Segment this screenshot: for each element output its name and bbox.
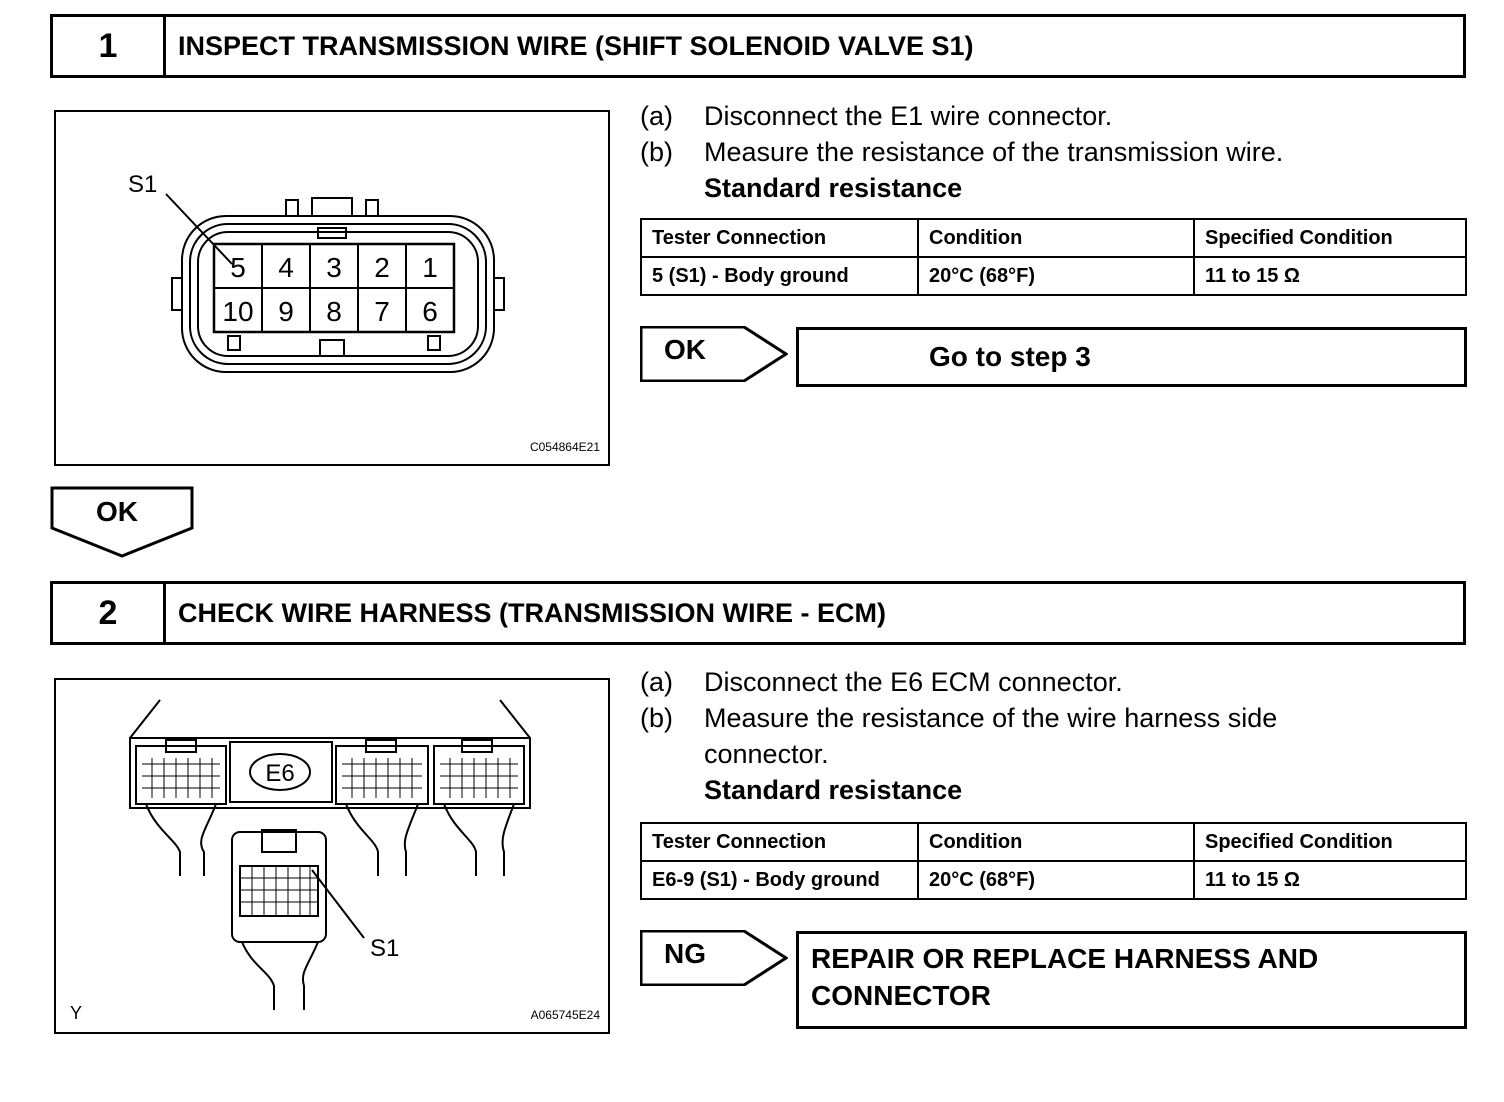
- header-specified-condition: Specified Condition: [1194, 219, 1466, 257]
- cell-tester-connection: 5 (S1) - Body ground: [641, 257, 918, 295]
- instruction-tag: (b): [640, 703, 673, 733]
- ng-result-arrow: [640, 930, 788, 986]
- repair-harness-box: [796, 931, 1467, 1029]
- pin-5: 5: [230, 252, 246, 283]
- pin-8: 8: [326, 296, 342, 327]
- header-condition: Condition: [918, 219, 1194, 257]
- step-1-spec-table: [640, 218, 1467, 296]
- instruction-b: [640, 700, 1460, 772]
- instruction-tag: (a): [640, 101, 673, 131]
- instruction-text: Measure the resistance of the wire harness side connector.: [704, 703, 1278, 769]
- pin-10: 10: [222, 296, 254, 327]
- step-1-instructions: [640, 98, 1460, 206]
- instruction-tag: (a): [640, 667, 673, 697]
- pin-3: 3: [326, 252, 342, 283]
- instruction-text: Measure the resistance of the transmission wire.: [704, 137, 1284, 167]
- figure-code: C054864E21: [529, 440, 600, 454]
- ok-continue-arrow: [50, 486, 194, 558]
- figure-corner-mark: Y: [70, 1003, 83, 1023]
- step-2-header: [50, 581, 1466, 645]
- step-1-number: 1: [53, 17, 166, 75]
- step-2-ecm-figure: [54, 678, 610, 1034]
- pin-1: 1: [422, 252, 438, 283]
- step-2-number: 2: [53, 584, 166, 642]
- cell-condition: 20°C (68°F): [918, 257, 1194, 295]
- ok-continue-label: OK: [96, 496, 138, 527]
- step-2-spec-table: [640, 822, 1467, 900]
- ok-result-label: OK: [664, 334, 706, 365]
- go-to-step-3-box: [796, 327, 1467, 387]
- repair-harness-text: REPAIR OR REPLACE HARNESS AND CONNECTOR: [811, 943, 1319, 1011]
- go-to-step-3-text: Go to step 3: [929, 341, 1091, 372]
- header-tester-connection: Tester Connection: [641, 823, 918, 861]
- standard-resistance-label: Standard resistance: [704, 173, 963, 203]
- e6-connector-label: E6: [265, 760, 295, 787]
- cell-specified-condition: 11 to 15 Ω: [1194, 257, 1466, 295]
- ecm-connector-diagram: [56, 680, 608, 1032]
- s1-callout-label: S1: [370, 935, 400, 962]
- table-row: [641, 257, 1466, 295]
- step-1-title: INSPECT TRANSMISSION WIRE (SHIFT SOLENOID VALVE S1): [178, 30, 974, 61]
- cell-tester-connection: E6-9 (S1) - Body ground: [641, 861, 918, 899]
- connector-diagram: [56, 112, 608, 464]
- header-tester-connection: Tester Connection: [641, 219, 918, 257]
- pin-7: 7: [374, 296, 390, 327]
- pin-2: 2: [374, 252, 390, 283]
- ng-result-label: NG: [664, 938, 706, 969]
- right-arrow-icon: [640, 930, 788, 986]
- cell-specified-condition: 11 to 15 Ω: [1194, 861, 1466, 899]
- standard-resistance-label: Standard resistance: [704, 775, 963, 805]
- pin-4: 4: [278, 252, 294, 283]
- table-header-row: [641, 823, 1466, 861]
- figure-code: A065745E24: [530, 1008, 600, 1022]
- header-specified-condition: Specified Condition: [1194, 823, 1466, 861]
- step-1-header: [50, 14, 1466, 78]
- instruction-tag: (b): [640, 137, 673, 167]
- instruction-b: [640, 134, 1460, 170]
- header-condition: Condition: [918, 823, 1194, 861]
- ok-result-arrow: [640, 326, 788, 382]
- instruction-a: [640, 98, 1460, 134]
- pin-9: 9: [278, 296, 294, 327]
- table-header-row: [641, 219, 1466, 257]
- cell-condition: 20°C (68°F): [918, 861, 1194, 899]
- right-arrow-icon: [640, 326, 788, 382]
- s1-callout-label: S1: [128, 171, 158, 198]
- step-2-instructions: [640, 664, 1460, 808]
- pin-6: 6: [422, 296, 438, 327]
- step-1-connector-figure: [54, 110, 610, 466]
- instruction-a: [640, 664, 1460, 700]
- instruction-text: Disconnect the E1 wire connector.: [704, 101, 1113, 131]
- instruction-text: Disconnect the E6 ECM connector.: [704, 667, 1123, 697]
- table-row: [641, 861, 1466, 899]
- step-2-title: CHECK WIRE HARNESS (TRANSMISSION WIRE - ECM): [178, 597, 886, 628]
